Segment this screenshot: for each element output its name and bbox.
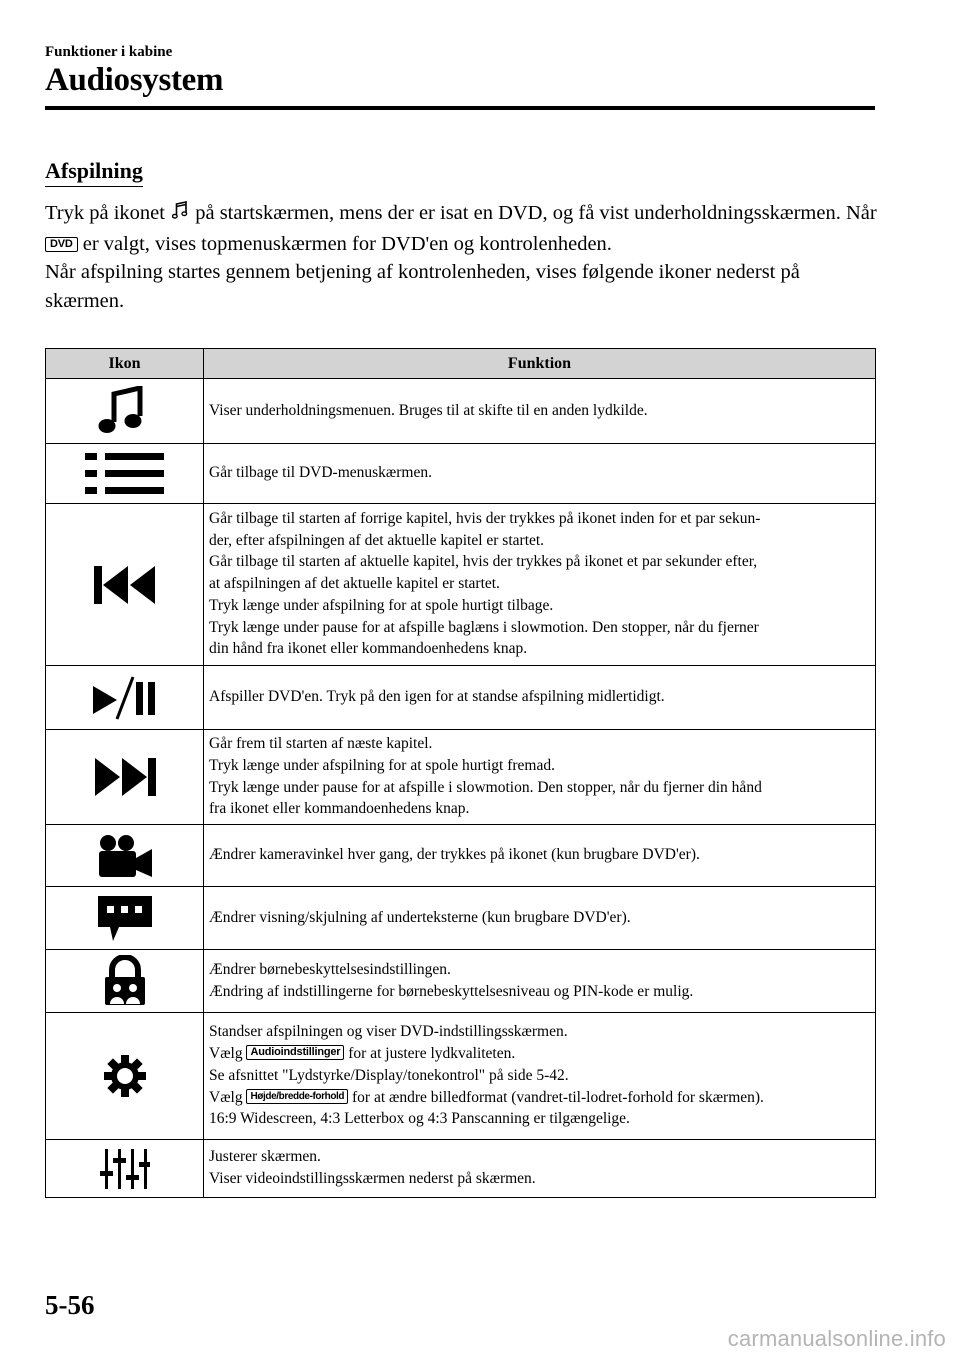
function-text: Ændrer visning/skjulning af underteksterne (kun brugbare DVD'er).	[209, 908, 631, 926]
icon-cell	[46, 825, 204, 887]
intro-paragraph-2: Når afspilning startes gennem betjening af kontrolenheden, vises følgende ikoner nederst på skærmen.	[45, 261, 800, 312]
table-row	[46, 730, 876, 825]
table-row	[46, 887, 876, 950]
intro-text-part: på startskærmen, mens der er isat en DVD, og få vist underholdningsskærmen. Når	[195, 202, 877, 224]
skip-next-icon	[92, 755, 158, 799]
icon-cell	[46, 504, 204, 666]
table-row	[46, 1140, 876, 1198]
function-cell	[204, 730, 876, 825]
function-text: Ændrer børnebeskyttelsesindstillingen.	[209, 960, 451, 978]
function-text: Går tilbage til starten af forrige kapitel, hvis der trykkes på ikonet inden for et par sekun-	[209, 509, 761, 527]
camera-angle-icon	[95, 833, 155, 879]
function-text-with-button	[209, 1043, 869, 1065]
equalizer-sliders-icon	[99, 1146, 151, 1192]
function-text-part: Vælg	[209, 1044, 243, 1062]
function-text: Viser videoindstillingsskærmen nederst på skærmen.	[209, 1170, 536, 1188]
icon-cell	[46, 379, 204, 444]
watermark: carmanualsonline.info	[727, 1326, 946, 1351]
function-text: Går tilbage til DVD-menuskærmen.	[209, 464, 432, 482]
function-text: Tryk længe under pause for at afspille baglæns i slowmotion. Den stopper, når du fjerner	[209, 618, 759, 636]
function-text: Se afsnittet "Lydstyrke/Display/tonekontrol" på side 5-42.	[209, 1066, 569, 1084]
function-text-part: for at justere lydkvaliteten.	[348, 1044, 516, 1062]
icon-cell	[46, 1140, 204, 1198]
music-note-icon	[95, 386, 155, 436]
function-cell	[204, 887, 876, 950]
table-row	[46, 825, 876, 887]
column-header-icon: Ikon	[46, 349, 204, 379]
icon-cell	[46, 887, 204, 950]
subheading: Afspilning	[45, 158, 143, 187]
menu-list-icon	[85, 450, 165, 498]
skip-previous-icon	[92, 563, 158, 607]
function-text: at afspilningen af det aktuelle kapitel er startet.	[209, 575, 500, 593]
settings-gear-icon	[102, 1053, 148, 1099]
table-row	[46, 379, 876, 444]
table-row	[46, 1013, 876, 1140]
function-text: Ændring af indstillingerne for børnebeskyttelsesniveau og PIN-kode er mulig.	[209, 982, 694, 1000]
music-note-icon	[172, 201, 188, 230]
table-row	[46, 504, 876, 666]
icon-cell	[46, 666, 204, 730]
function-cell	[204, 825, 876, 887]
function-cell	[204, 444, 876, 504]
audio-settings-button-label: Audioindstillinger	[246, 1045, 344, 1060]
function-text: din hånd fra ikonet eller kommandoenhedens knap.	[209, 640, 528, 658]
icon-cell	[46, 444, 204, 504]
chapter-title: Audiosystem	[45, 62, 224, 98]
function-text: Tryk længe under afspilning for at spole hurtigt fremad.	[209, 756, 555, 774]
function-text-with-button	[209, 1087, 869, 1109]
table-header-row	[46, 349, 876, 379]
intro-text-part: er valgt, vises topmenuskærmen for DVD'en og kontrolenheden.	[82, 232, 612, 255]
function-text: Viser underholdningsmenuen. Bruges til at skifte til en anden lydkilde.	[209, 401, 648, 419]
function-text: Tryk længe under afspilning for at spole hurtigt tilbage.	[209, 596, 554, 614]
function-text: fra ikonet eller kommandoenhedens knap.	[209, 800, 470, 818]
function-text: Ændrer kameravinkel hver gang, der trykkes på ikonet (kun brugbare DVD'er).	[209, 846, 700, 864]
function-cell	[204, 379, 876, 444]
function-cell	[204, 1140, 876, 1198]
function-text: der, efter afspilningen af det aktuelle kapitel er startet.	[209, 531, 545, 549]
title-divider	[45, 106, 875, 110]
table-row	[46, 666, 876, 730]
function-table	[45, 348, 876, 1198]
function-cell	[204, 504, 876, 666]
function-text: Tryk længe under pause for at afspille i slowmotion. Den stopper, når du fjerner din hånd	[209, 778, 762, 796]
function-cell	[204, 666, 876, 730]
intro-text-part: Tryk på ikonet	[45, 202, 165, 224]
function-text: Afspiller DVD'en. Tryk på den igen for at standse afspilning midlertidigt.	[209, 688, 665, 706]
column-header-function: Funktion	[204, 349, 876, 379]
aspect-ratio-button-label: Højde/bredde-forhold	[246, 1089, 348, 1104]
function-cell	[204, 1013, 876, 1140]
function-cell	[204, 950, 876, 1013]
intro-paragraph-1	[45, 199, 880, 258]
section-label: Funktioner i kabine	[45, 44, 173, 60]
function-text: Standser afspilningen og viser DVD-indstillingsskærmen.	[209, 1023, 568, 1041]
icon-cell	[46, 730, 204, 825]
table-row	[46, 950, 876, 1013]
dvd-button-label: DVD	[45, 237, 78, 252]
page-number: 5-56	[45, 1290, 95, 1320]
intro-text	[45, 199, 880, 315]
parental-lock-icon	[100, 955, 150, 1007]
table-row	[46, 444, 876, 504]
function-text-part: for at ændre billedformat (vandret-til-lodret-forhold for skærmen).	[352, 1088, 764, 1106]
function-text: Justerer skærmen.	[209, 1148, 321, 1166]
icon-cell	[46, 950, 204, 1013]
function-text: Går frem til starten af næste kapitel.	[209, 735, 433, 752]
function-text: Går tilbage til starten af aktuelle kapitel, hvis der trykkes på ikonet et par sekunder efter,	[209, 553, 758, 571]
play-pause-icon	[90, 675, 160, 721]
icon-cell	[46, 1013, 204, 1140]
function-text-part: Vælg	[209, 1088, 243, 1106]
function-text: 16:9 Widescreen, 4:3 Letterbox og 4:3 Panscanning er tilgængelige.	[209, 1110, 630, 1128]
subtitle-icon	[95, 893, 155, 943]
